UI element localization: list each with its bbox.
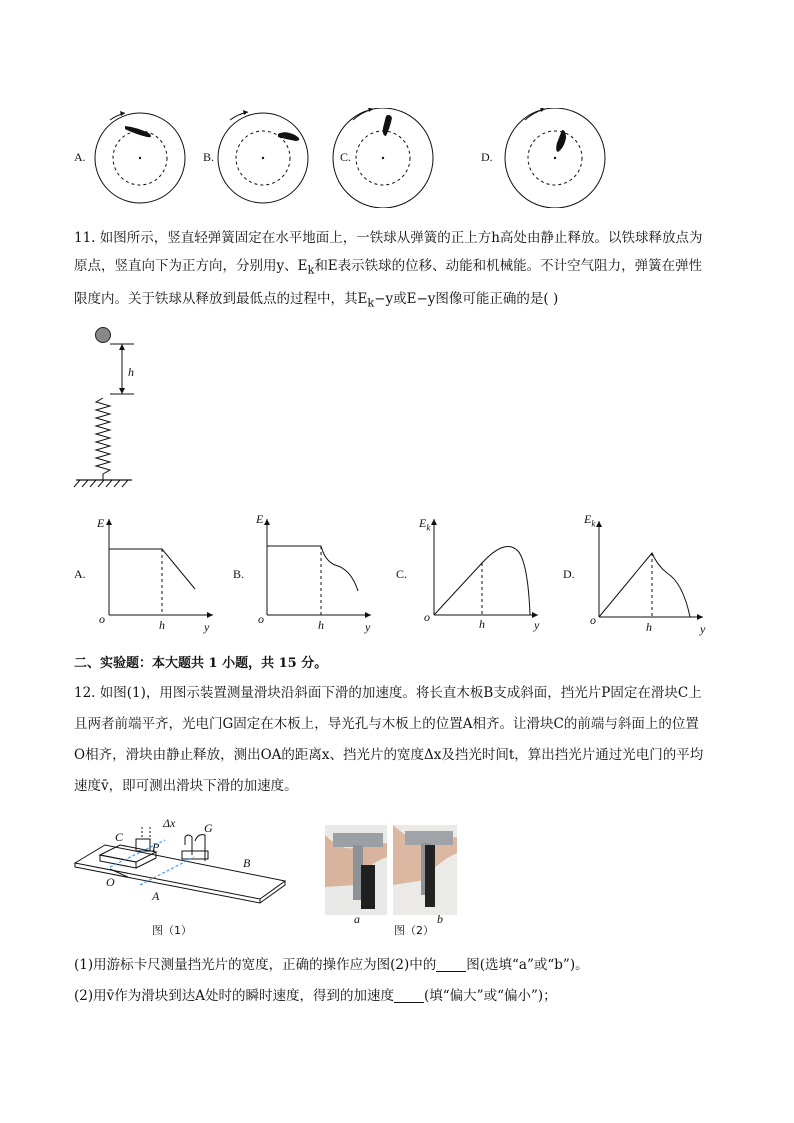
fig2-label-b: b [437,912,443,926]
q12-line3: O相齐，滑块由静止释放，测出OA的距离x、挡光片的宽度Δx及挡光时间t，算出挡光片通过光电门的平均 [74,747,704,763]
q11-line3: 限度内。关于铁球从释放到最低点的过程中，其$E_k-y$或E−y图像可能正确的是( ) [74,290,559,310]
graph-a [95,513,220,638]
graph-b [253,513,378,638]
disc-b [218,110,308,203]
q12-sub2: (2)用v̄作为滑块到达A处时的瞬时速度，得到的加速度 (填“偏大”或“偏小”)； [74,988,557,1004]
graph-c-ylabel: $E_k$ [419,516,431,533]
graph-b-option: B. [233,567,245,581]
fig1-label-g: G [204,821,213,835]
disc-a [95,111,185,203]
q10-disc-figures [70,108,490,208]
q12-sub1: (1)用游标卡尺测量挡光片的宽度，正确的操作应为图(2)中的 图(选填“a”或“b”)。 [74,957,589,973]
q10-option-c: C. [340,150,352,164]
answer-blank-1[interactable] [436,957,466,972]
fig1-label-dx: Δx [163,816,176,830]
graph-b-origin: o [258,612,264,626]
q11-line1: 11. 如图所示，竖直轻弹簧固定在水平地面上，一铁球从弹簧的正上方h高处由静止释放。以铁球释放点为 [74,230,703,246]
q12-line2: 且两者前端平齐，光电门G固定在木板上，导光孔与木板上的位置A相齐。让滑块C的前端与斜面上的位置 [74,716,699,732]
graph-d-xlabel: y [700,622,706,636]
q11-line2: 原点，竖直向下为正方向，分别用y、$E_k$和E表示铁球的位移、动能和机械能。不计空气阻力，弹簧在弹性 [74,258,703,277]
graph-d-origin: o [590,613,596,627]
fig1-label-p: P [152,840,160,854]
graph-c-xlabel: y [534,618,540,632]
q11-fig-h-label: h [128,365,134,379]
graph-a-option: A. [74,567,86,581]
graph-a-h: h [159,618,165,632]
q10-option-b: B. [203,150,215,164]
graph-b-xlabel: y [365,620,371,634]
fig2-label-a: a [354,912,360,926]
graph-c-origin: o [424,610,430,624]
q12-text [74,678,734,802]
graph-d-h: h [646,620,652,634]
graph-a-xlabel: y [204,620,210,634]
fig1-label-o: O [106,875,115,889]
q11-text [74,224,734,317]
section-heading: 二、实验题：本大题共 1 小题，共 15 分。 [74,656,328,671]
graph-c-h: h [479,617,485,631]
fig1-label-a: A [152,889,160,903]
q12-figure-2 [325,825,457,917]
graph-a-ylabel: E [97,516,105,530]
graph-d-ylabel: $E_k$ [584,512,596,529]
disc-d [500,108,610,208]
q10-option-d: D. [481,150,493,164]
fig1-caption: 图（1） [152,924,192,937]
graph-b-ylabel: E [256,512,264,526]
q11-spring-figure [70,320,150,495]
q12-figure-1 [70,815,290,915]
q10-option-a: A. [74,150,86,164]
graph-a-origin: o [99,612,105,626]
answer-blank-2[interactable] [394,988,424,1003]
q12-line4: 速度v̄，即可测出滑块下滑的加速度。 [74,778,298,794]
fig1-label-c: C [115,830,124,844]
q12-line1: 12. 如图(1)，用图示装置测量滑块沿斜面下滑的加速度。将长直木板B支成斜面，挡光片P固定在滑块C上 [74,685,702,701]
graph-b-h: h [318,618,324,632]
graph-d-option: D. [563,567,575,581]
fig1-label-b: B [243,856,251,870]
graph-c-option: C. [396,567,408,581]
fig2-caption: 图（2） [394,924,434,937]
